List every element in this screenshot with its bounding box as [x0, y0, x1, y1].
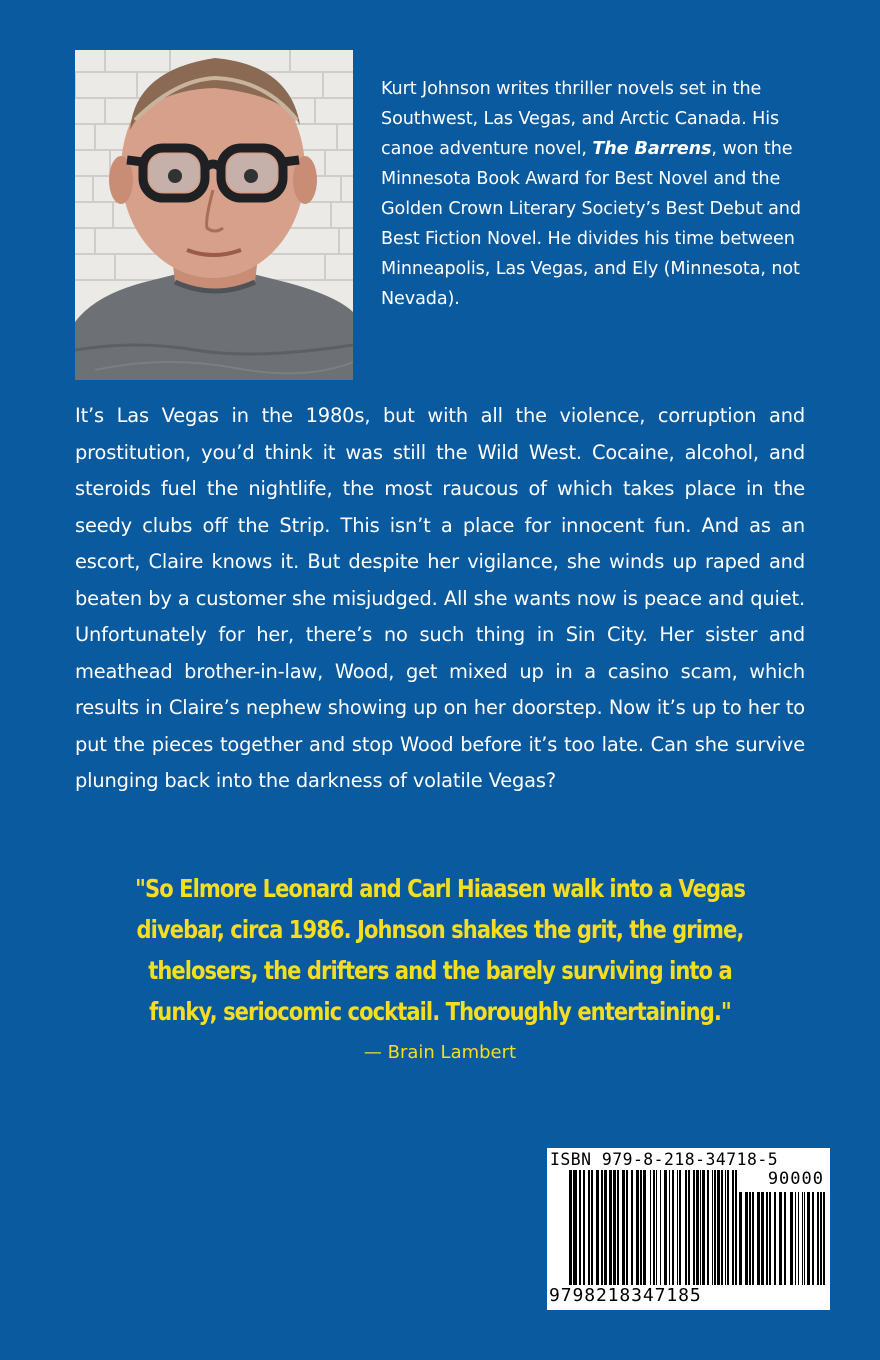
- quote-attribution: — Brain Lambert: [363, 1042, 517, 1063]
- barcode-bar: [712, 1170, 713, 1285]
- barcode-bar: [714, 1170, 716, 1285]
- barcode-bar: [807, 1192, 810, 1285]
- quote-line: funky, seriocomic cocktail. Thoroughly entertaining.": [149, 997, 731, 1026]
- barcode-bar: [640, 1170, 642, 1285]
- barcode-bar: [766, 1192, 768, 1285]
- barcode-bar: [700, 1170, 701, 1285]
- quote-line: thelosers, the drifters and the barely surviving into a: [148, 956, 732, 985]
- barcode-bar: [631, 1170, 633, 1285]
- barcode-bar: [774, 1192, 776, 1285]
- barcode-bar: [613, 1170, 616, 1285]
- barcode-bar: [685, 1170, 687, 1285]
- barcode-bar: [656, 1170, 657, 1285]
- barcode-bar: [609, 1170, 612, 1285]
- barcode-panel: [547, 1148, 830, 1310]
- isbn-label: ISBN 979-8-218-34718-5: [550, 1150, 779, 1169]
- barcode-bar: [779, 1192, 782, 1285]
- barcode-bar: [696, 1170, 699, 1285]
- barcode-bar: [653, 1170, 655, 1285]
- barcode-bar: [812, 1192, 814, 1285]
- barcode-bar: [717, 1170, 720, 1285]
- barcode-bar: [622, 1170, 625, 1285]
- review-quote: [122, 868, 758, 1032]
- barcode-bar: [795, 1192, 796, 1285]
- bio-text-end: , won the Minnesota Book Award for Best Novel and the Golden Crown Literary Society’s Best Debut and Best Fiction Novel. He divides his time between Minneapolis, Las Vegas, and Ely (Minnesota, not Nevada).: [381, 139, 801, 309]
- author-photo: [75, 50, 353, 380]
- barcode-digits: 9798218347185: [549, 1285, 702, 1306]
- barcode-bar: [669, 1170, 670, 1285]
- barcode-bar: [672, 1170, 674, 1285]
- barcode-bar: [664, 1170, 667, 1285]
- barcode-bar: [579, 1170, 581, 1285]
- barcode-bar: [802, 1192, 803, 1285]
- barcode-bar: [739, 1192, 742, 1285]
- barcode-bar: [626, 1170, 628, 1285]
- barcode-bar: [790, 1192, 793, 1285]
- barcode-bar: [573, 1170, 577, 1285]
- barcode-bar: [688, 1170, 690, 1285]
- barcode-bar: [604, 1170, 607, 1285]
- barcode-bar: [804, 1192, 805, 1285]
- barcode-bar: [677, 1170, 678, 1285]
- quote-line: divebar, circa 1986. Johnson shakes the grit, the grime,: [136, 915, 744, 944]
- barcode-bar: [823, 1192, 825, 1285]
- barcode-bar: [636, 1170, 639, 1285]
- price-code: 90000: [767, 1169, 824, 1189]
- barcode-bar: [591, 1170, 593, 1285]
- barcode-bar: [769, 1192, 771, 1285]
- barcode-bar: [583, 1170, 585, 1285]
- barcode-bar: [721, 1170, 723, 1285]
- barcode-bar: [784, 1192, 786, 1285]
- barcode-bar: [601, 1170, 603, 1285]
- barcode-bar: [749, 1192, 751, 1285]
- barcode-bar: [732, 1170, 734, 1285]
- barcode-bar: [727, 1170, 729, 1285]
- barcode-bar: [693, 1170, 695, 1285]
- barcode-bar: [660, 1170, 661, 1285]
- barcode-bar: [820, 1192, 822, 1285]
- barcode-bar: [650, 1170, 651, 1285]
- barcode-bar: [643, 1170, 646, 1285]
- book-title: The Barrens: [592, 139, 712, 159]
- author-bio: [381, 74, 801, 314]
- quote-line: "So Elmore Leonard and Carl Hiaasen walk into a Vegas: [134, 874, 746, 903]
- barcode-bar: [761, 1192, 764, 1285]
- barcode-bar: [679, 1170, 681, 1285]
- barcode-bar: [588, 1170, 590, 1285]
- barcode-bar: [569, 1170, 572, 1285]
- barcode-bar: [702, 1170, 705, 1285]
- barcode-bar: [745, 1192, 748, 1285]
- bio-text-start: Kurt Johnson writes thriller novels set in the Southwest, Las Vegas, and Arctic Canada. His canoe adventure novel,: [381, 79, 780, 159]
- barcode-bar: [617, 1170, 619, 1285]
- barcode-bar: [707, 1170, 709, 1285]
- barcode-bar: [817, 1192, 819, 1285]
- barcode-bar: [735, 1170, 737, 1285]
- barcode-bar: [752, 1192, 754, 1285]
- barcode-bar: [725, 1170, 726, 1285]
- barcode-bar: [596, 1170, 599, 1285]
- book-synopsis: It’s Las Vegas in the 1980s, but with all the violence, corruption and prostitution, you’d think it was still the Wild West. Cocaine, alcohol, and steroids fuel the nightlife, the most raucous of which takes place in the seedy clubs off the Strip. This isn’t a place for innocent fun. And as an escort, Claire knows it. But despite her vigilance, she winds up raped and beaten by a customer she misjudged. All she wants now is peace and quiet. Unfortunately for her, there’s no such thing in Sin City. Her sister and meathead brother-in-law, Wood, get mixed up in a casino scam, which results in Claire’s nephew showing up on her doorstep. Now it’s up to her to put the pieces together and stop Wood before it’s too late. Can she survive plunging back into the darkness of volatile Vegas?: [75, 404, 805, 792]
- barcode-bar: [757, 1192, 760, 1285]
- barcode-bar: [798, 1192, 799, 1285]
